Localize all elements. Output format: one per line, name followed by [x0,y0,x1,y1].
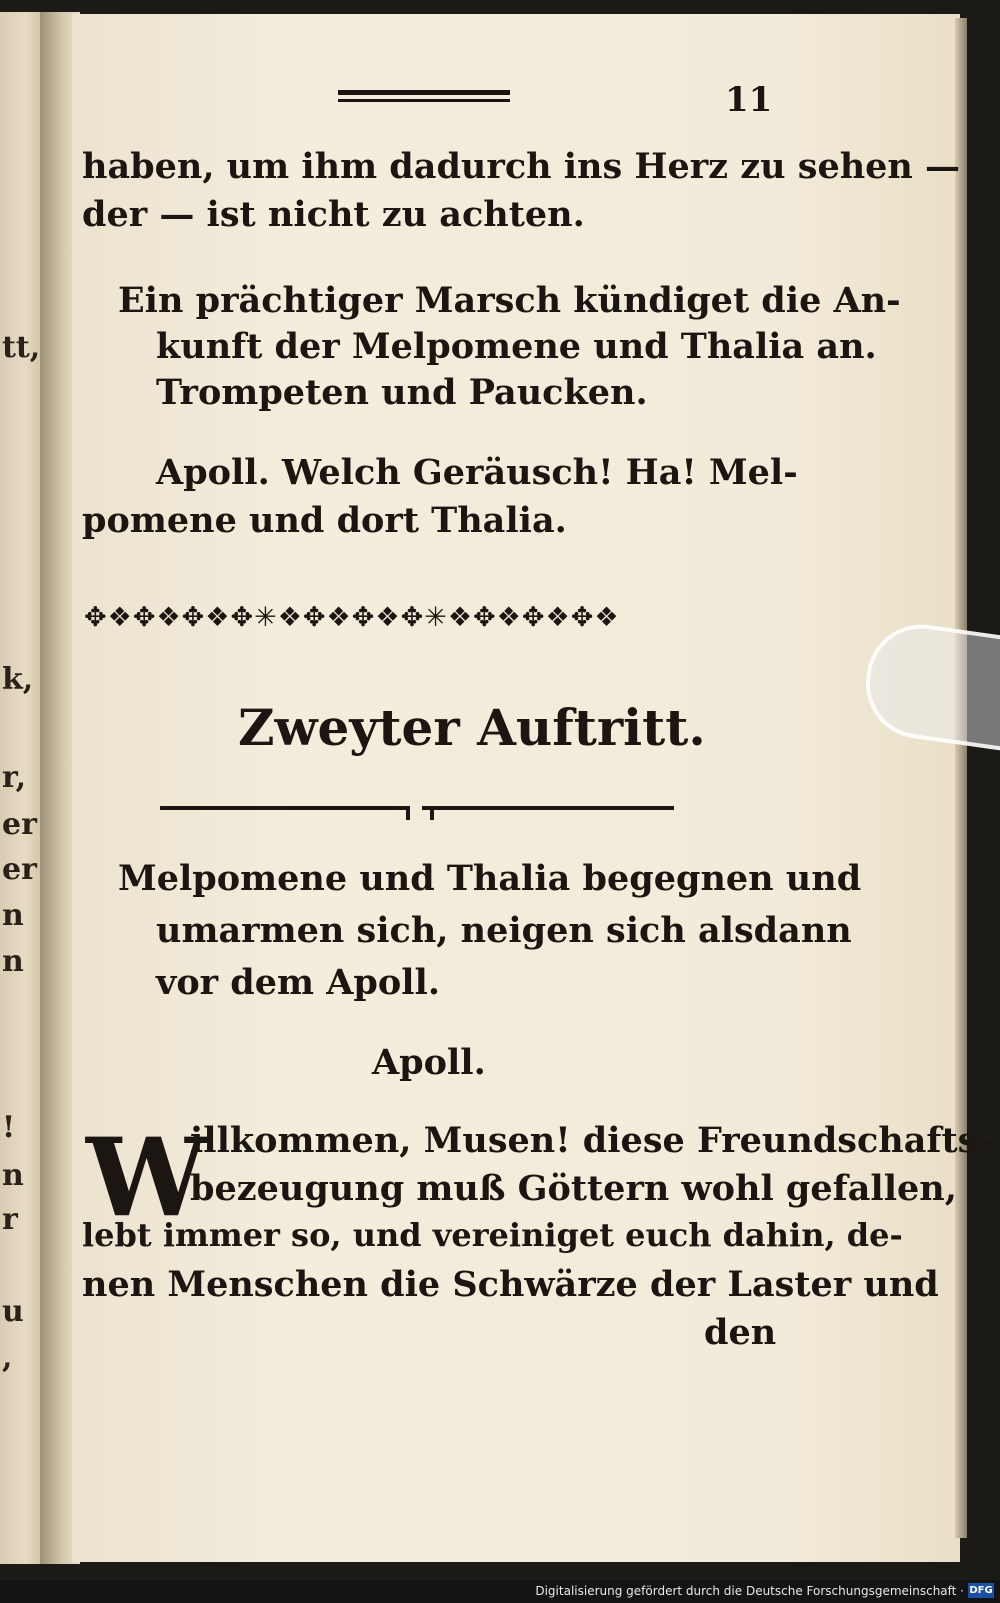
left-fragment: , [2,1340,13,1375]
speech1-line1: Apoll. Welch Geräusch! Ha! Mel- [156,452,798,493]
speaker-name: Apoll. [372,1042,486,1083]
stage-direction2-line2: umarmen sich, neigen sich alsdann [156,910,852,951]
stage-direction2-line1: Melpomene und Thalia begegnen und [118,858,862,899]
speech1-line2: pomene und dort Thalia. [82,500,567,541]
stage-direction2-line3: vor dem Apoll. [156,962,441,1003]
drop-cap: W [86,1115,208,1241]
left-fragment: r, [2,760,27,795]
ornament-band: ✥❖✥❖✥❖✥✳❖✥❖✥❖✥✳❖✥❖✥❖✥❖ [84,602,620,633]
left-fragment: n [2,944,24,979]
header-rule-bottom [338,99,510,102]
left-fragment: er [2,852,37,887]
left-fragment: er [2,807,37,842]
page-edge [955,18,967,1538]
speech2-line3: lebt immer so, und vereiniget euch dahin, de- [82,1216,903,1254]
brace-point [406,806,434,820]
left-fragment: k, [2,662,34,697]
paragraph1-line1: haben, um ihm dadurch ins Herz zu sehen — [82,146,961,187]
stage-direction1-line3: Trompeten und Paucken. [156,372,648,413]
left-fragment: n [2,898,24,933]
brace-right [422,806,674,810]
brace-left [160,806,410,810]
scene-heading: Zweyter Auftritt. [238,698,706,757]
left-fragment: tt, [2,330,41,365]
header-rule-top [338,90,510,95]
left-fragment: r [2,1202,18,1237]
stage-direction1-line1: Ein prächtiger Marsch kündiget die An- [118,280,901,321]
dfg-logo: DFG [969,1585,993,1596]
left-fragment: ! [2,1110,16,1145]
catchword: den [704,1312,777,1353]
left-fragment: u [2,1294,24,1329]
stage-direction1-line2: kunft der Melpomene und Thalia an. [156,326,877,367]
right-page [72,14,960,1562]
left-page-text-fragments [0,12,40,1564]
speech2-line4: nen Menschen die Schwärze der Laster und [82,1264,939,1305]
speech2-line2: bezeugung muß Göttern wohl gefallen, [190,1168,957,1209]
page-number: 11 [725,80,773,120]
footer-credit: Digitalisierung gefördert durch die Deutsche Forschungsgemeinschaft · [535,1584,964,1598]
left-fragment: n [2,1158,24,1193]
paragraph1-line2: der — ist nicht zu achten. [82,194,585,235]
speech2-line1: illkommen, Musen! diese Freundschafts- [190,1120,992,1161]
